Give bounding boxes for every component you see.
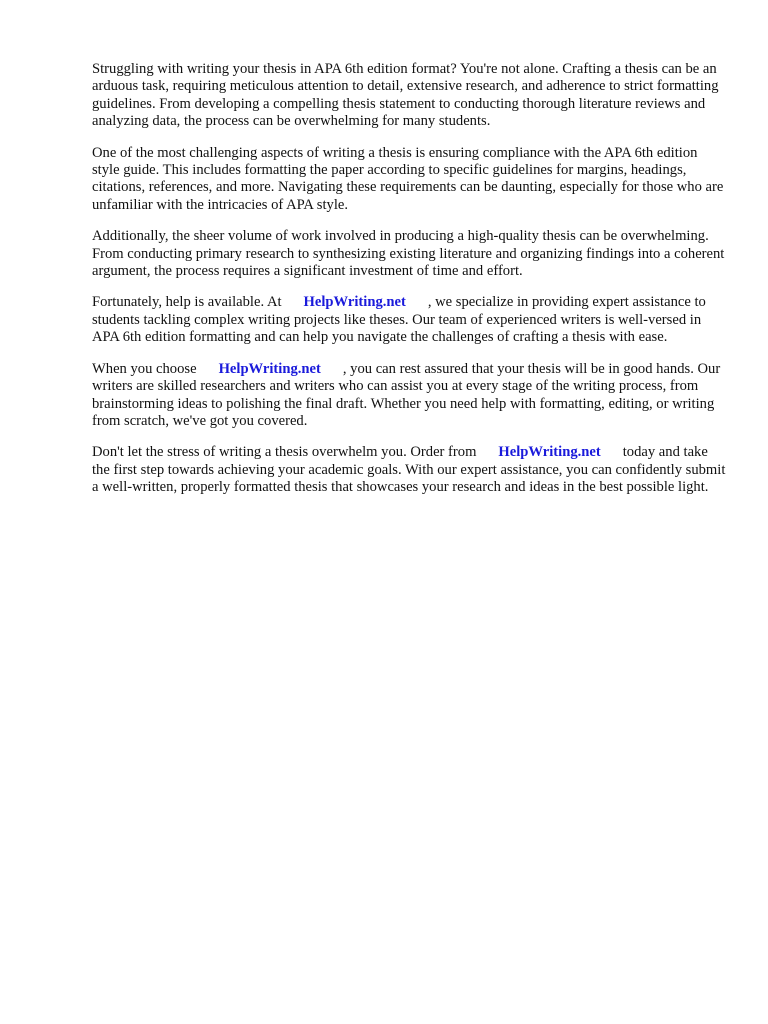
paragraph-apa-challenges — [92, 145, 728, 215]
paragraph-choose-before: When you choose — [92, 360, 197, 377]
paragraph-choose — [92, 361, 728, 431]
paragraph-workload — [92, 228, 728, 280]
paragraph-help-available-before: Fortunately, help is available. At — [92, 294, 282, 311]
paragraph-apa-challenges-text: One of the most challenging aspects of writing a thesis is ensuring compliance with the APA 6th edition style guide. This includes formatting the paper according to specific guidelines for margins, headings, citations, references, and more. Navigating these requirements can be daunting, especially for those who are unfamiliar with the intricacies of APA style. — [92, 144, 724, 213]
helpwriting-link-3[interactable]: HelpWriting.net — [498, 444, 601, 461]
paragraph-intro-text: Struggling with writing your thesis in APA 6th edition format? You're not alone. Crafting a thesis can be an arduous task, requiring meticulous attention to detail, extensive research, and adherence to strict formatting guidelines. From developing a compelling thesis statement to conducting thorough literature reviews and analyzing data, the process can be overwhelming for many students. — [92, 61, 719, 130]
paragraph-workload-text: Additionally, the sheer volume of work involved in producing a high-quality thesis can be overwhelming. From conducting primary research to synthesizing existing literature and organizing findings into a coherent argument, the process requires a significant investment of time and effort. — [92, 228, 725, 280]
paragraph-order-before: Don't let the stress of writing a thesis overwhelm you. Order from — [92, 444, 477, 461]
paragraph-help-available-after: , we specialize in providing expert assistance to students tackling complex writing projects like theses. Our team of experienced writers is well-versed in APA 6th edition formatting and can help you navigate the challenges of crafting a thesis with ease. — [92, 294, 706, 346]
paragraph-order — [92, 444, 728, 496]
paragraph-order-after: today and take the first step towards achieving your academic goals. With our expert assistance, you can confidently submit a well-written, properly formatted thesis that showcases your research and ideas in the best possible light. — [92, 444, 726, 496]
paragraph-intro — [92, 61, 728, 131]
paragraph-choose-after: , you can rest assured that your thesis will be in good hands. Our writers are skilled researchers and writers who can assist you at every stage of the writing process, from brainstorming ideas to polishing the final draft. Whether you need help with formatting, editing, or writing from scratch, we've got you covered. — [92, 360, 721, 429]
helpwriting-link-2[interactable]: HelpWriting.net — [218, 360, 321, 377]
paragraph-help-available — [92, 294, 728, 346]
helpwriting-link-1[interactable]: HelpWriting.net — [303, 294, 406, 311]
